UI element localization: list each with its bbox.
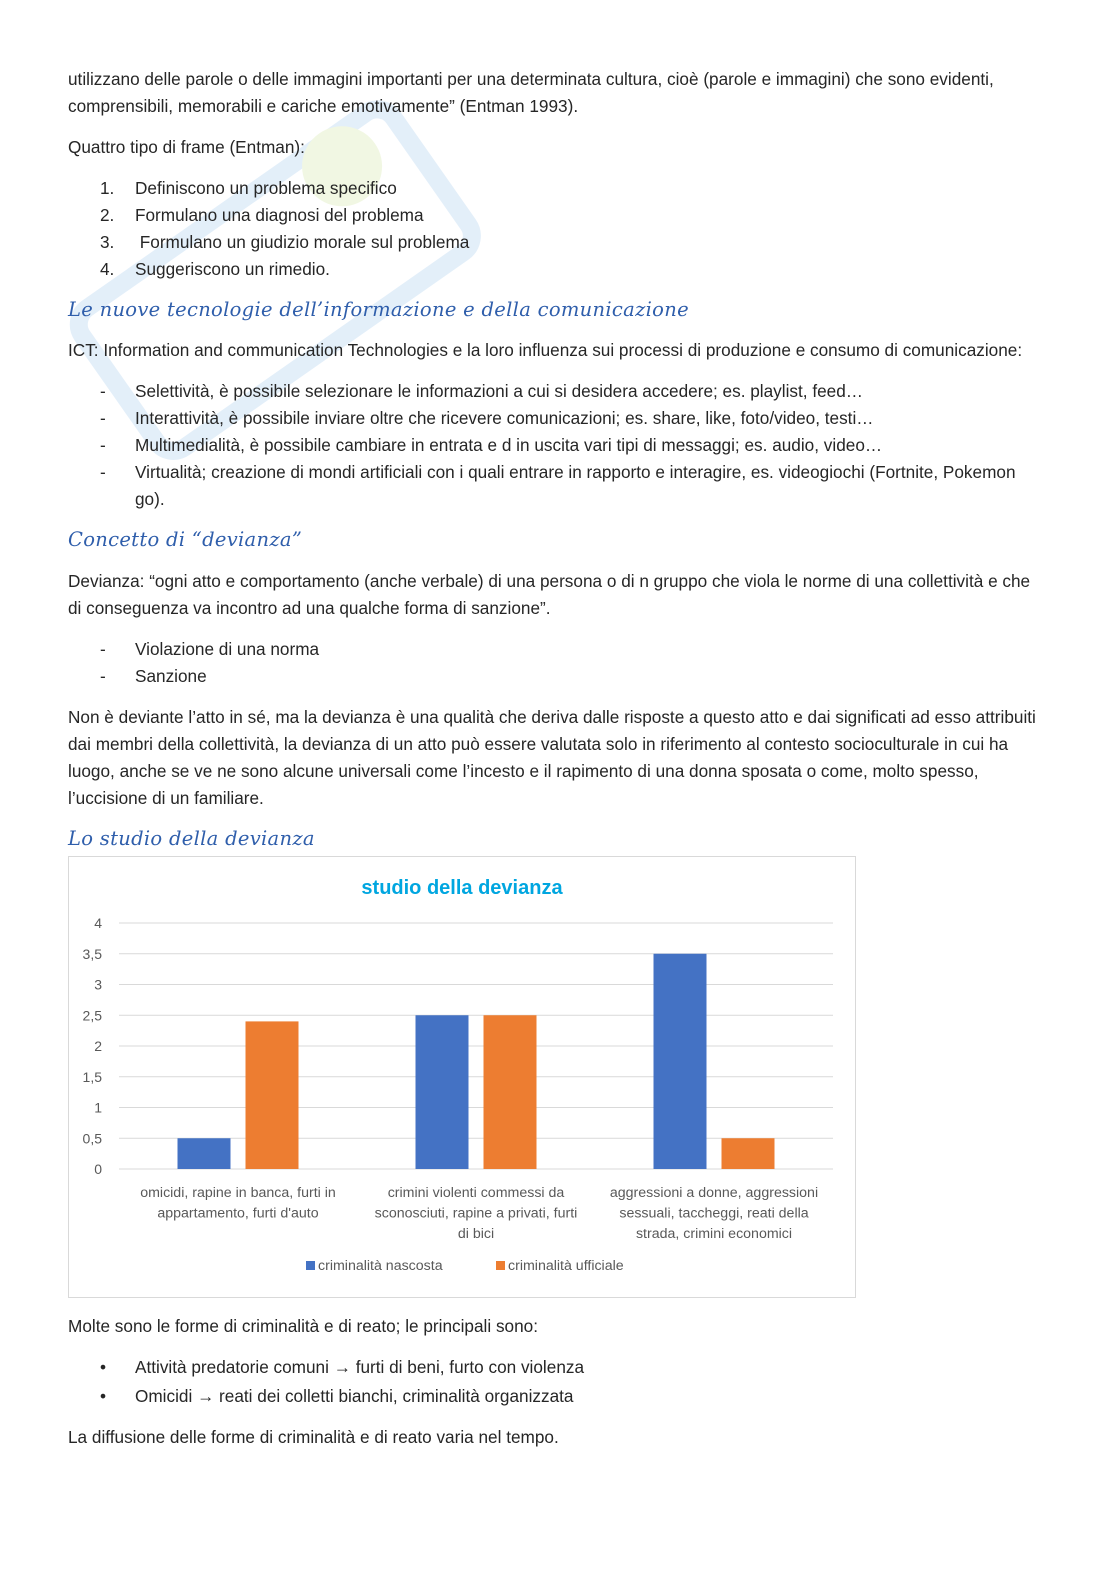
ict-list xyxy=(68,378,1048,513)
y-tick-label: 3,5 xyxy=(82,945,102,962)
crime-form-left: Omicidi xyxy=(135,1386,193,1406)
devianza-definition: Devianza: “ogni atto e comportamento (anche verbale) di una persona o di n gruppo che viola le norme di una collettività e che di conseguenza va incontro ad una qualche forma di sanzione”. xyxy=(68,571,1031,618)
frame-item xyxy=(68,175,1048,202)
category-label: appartamento, furti d'auto xyxy=(157,1205,319,1222)
list-item-text: Sanzione xyxy=(135,666,207,686)
section-heading-ict: Le nuove tecnologie dell’informazione e della comunicazione xyxy=(68,298,689,321)
bullet-dot: • xyxy=(100,1357,107,1377)
crime-form-left: Attività predatorie comuni xyxy=(135,1357,329,1377)
chart-title: studio della devianza xyxy=(361,877,563,899)
legend-label: criminalità nascosta xyxy=(318,1258,443,1274)
crime-form-item xyxy=(68,1354,1048,1381)
legend-swatch xyxy=(496,1261,505,1270)
frame-text: Formulano una diagnosi del problema xyxy=(135,205,424,225)
dash-bullet: - xyxy=(100,435,106,455)
y-tick-label: 1,5 xyxy=(82,1068,102,1085)
frame-number: 3. xyxy=(100,232,115,252)
dash-bullet: - xyxy=(100,666,106,686)
list-item-text: Virtualità; creazione di mondi artificiali con i quali entrare in rapporto e interagire, es. videogiochi (Fortnite, Pokemon go). xyxy=(135,462,1016,509)
section-heading-studio: Lo studio della devianza xyxy=(68,827,315,850)
bar-ufficiale xyxy=(246,1021,299,1169)
category-label: omicidi, rapine in banca, furti in xyxy=(140,1185,336,1201)
category-label: sconosciuti, rapine a privati, furti xyxy=(374,1205,578,1222)
y-tick-label: 3 xyxy=(94,976,102,993)
list-item xyxy=(68,405,1048,432)
bar-nascosta xyxy=(654,954,707,1169)
frame-quote-end: utilizzano delle parole o delle immagini importanti per una determinata cultura, cioè (parole e immagini) che sono evidenti, comprensibili, memorabili e cariche emotivamente” (Entman 1993). xyxy=(68,69,994,116)
frame-number: 4. xyxy=(100,259,115,279)
frame-item xyxy=(68,256,1048,283)
closing-sentence: La diffusione delle forme di criminalità e di reato varia nel tempo. xyxy=(68,1427,559,1447)
y-tick-label: 1 xyxy=(94,1099,102,1116)
frame-text: Formulano un giudizio morale sul problema xyxy=(135,232,470,252)
devianza-chart xyxy=(68,856,856,1298)
crime-form-right: reati dei colletti bianchi, criminalità organizzata xyxy=(219,1386,574,1406)
ict-paragraph: ICT: Information and communication Technologies e la loro influenza sui processi di produzione e consumo di comunicazione: xyxy=(68,340,1023,360)
y-tick-label: 2,5 xyxy=(82,1007,102,1024)
category-label: crimini violenti commessi da xyxy=(387,1185,565,1201)
frame-number: 2. xyxy=(100,205,115,225)
frame-item xyxy=(68,229,1048,256)
crime-form-right: furti di beni, furto con violenza xyxy=(355,1357,585,1377)
arrow-icon: → xyxy=(197,1386,215,1406)
list-item-text: Violazione di una norma xyxy=(135,639,320,659)
dash-bullet: - xyxy=(100,381,106,401)
devianza-list xyxy=(68,636,1048,690)
bar-ufficiale xyxy=(722,1138,775,1169)
frames-intro: Quattro tipo di frame (Entman): xyxy=(68,137,305,157)
frames-list xyxy=(68,175,1048,283)
chart-canvas xyxy=(69,857,855,1297)
frame-text: Suggeriscono un rimedio. xyxy=(135,259,330,279)
crime-form-item xyxy=(68,1383,1048,1410)
list-item-text: Multimedialità, è possibile cambiare in entrata e d in uscita vari tipi di messaggi; es. audio, video… xyxy=(135,435,883,455)
devianza-paragraph: Non è deviante l’atto in sé, ma la devianza è una qualità che deriva dalle risposte a questo atto e dai significati ad esso attribuiti dai membri della collettività, la devianza di un atto può essere valutata solo in riferimento al contesto socioculturale in cui ha luogo, anche se ve ne sono alcune universali come l’incesto e il rapimento di una donna sposata o come, molto spesso, l’uccisione di un familiare. xyxy=(68,707,1036,808)
bar-nascosta xyxy=(416,1015,469,1169)
list-item xyxy=(68,663,1048,690)
dash-bullet: - xyxy=(100,639,106,659)
frame-number: 1. xyxy=(100,178,115,198)
list-item xyxy=(68,636,1048,663)
legend-swatch xyxy=(306,1261,315,1270)
bar-nascosta xyxy=(178,1138,231,1169)
y-tick-label: 0,5 xyxy=(82,1130,102,1147)
category-label: aggressioni a donne, aggressioni xyxy=(609,1185,819,1201)
frame-item xyxy=(68,202,1048,229)
bullet-dot: • xyxy=(100,1386,107,1406)
legend-label: criminalità ufficiale xyxy=(508,1258,624,1274)
y-tick-label: 0 xyxy=(94,1161,102,1177)
dash-bullet: - xyxy=(100,462,106,482)
category-label: strada, crimini economici xyxy=(635,1226,793,1242)
category-label: sessuali, taccheggi, reati della xyxy=(619,1205,809,1222)
y-tick-label: 4 xyxy=(94,915,102,931)
list-item-text: Selettività, è possibile selezionare le informazioni a cui si desidera accedere; es. playlist, feed… xyxy=(135,381,863,401)
list-item xyxy=(68,432,1048,459)
list-item xyxy=(68,459,1048,513)
forms-list xyxy=(68,1354,1048,1410)
y-tick-label: 2 xyxy=(94,1038,102,1054)
section-heading-devianza: Concetto di “devianza” xyxy=(68,528,303,551)
list-item-text: Interattività, è possibile inviare oltre che ricevere comunicazioni; es. share, like, foto/video, testi… xyxy=(135,408,874,428)
dash-bullet: - xyxy=(100,408,106,428)
arrow-icon: → xyxy=(333,1357,351,1377)
bar-ufficiale xyxy=(484,1015,537,1169)
list-item xyxy=(68,378,1048,405)
category-label: di bici xyxy=(457,1226,495,1242)
document-page xyxy=(68,62,1048,1451)
frame-text: Definiscono un problema specifico xyxy=(135,178,397,198)
forms-intro: Molte sono le forme di criminalità e di reato; le principali sono: xyxy=(68,1316,539,1336)
